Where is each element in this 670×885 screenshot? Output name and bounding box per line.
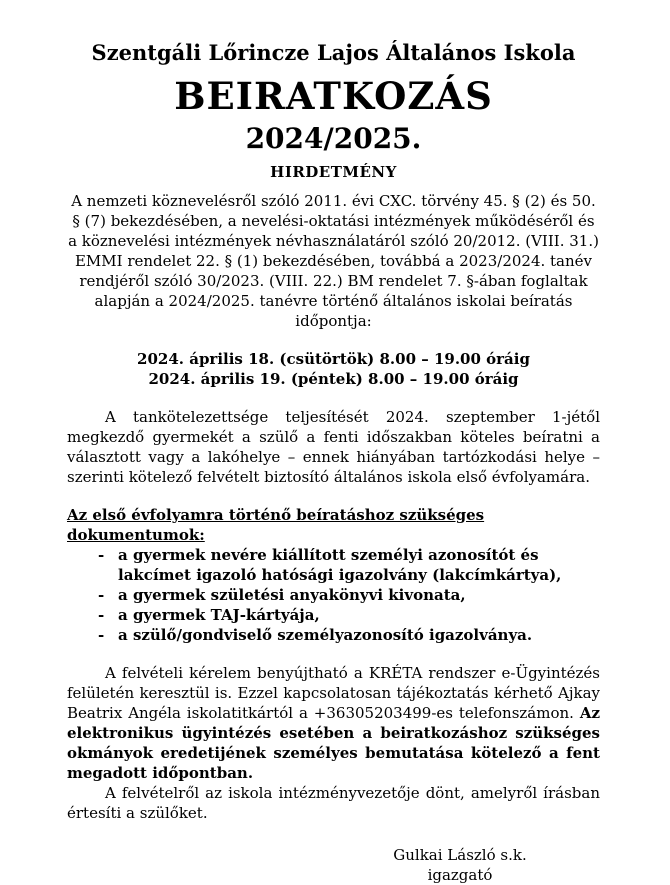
documents-heading: Az első évfolyamra történő beíratáshoz szükséges dokumentumok:: [67, 506, 485, 544]
document-list-item-text: a szülő/gondviselő személyazonosító igazolványa.: [118, 626, 533, 644]
kreta-paragraph-bold-text: Az elektronikus ügyintézés esetében a beiratkozáshoz szükséges okmányok eredetijének személyes bemutatása kötelező a fent megadott időpontban.: [67, 704, 600, 782]
dash-bullet: -: [98, 546, 105, 564]
document-list-item-text: a gyermek nevére kiállított személyi azonosítót és lakcímet igazoló hatósági igazolvány (lakcímkártya),: [118, 546, 562, 584]
document-list-item-text: a gyermek TAJ-kártyája,: [118, 606, 320, 624]
enrollment-dates-block: [67, 349, 600, 389]
legal-intro-paragraph: A nemzeti köznevelésről szóló 2011. évi CXC. törvény 45. § (2) és 50. § (7) bekezdésében, a nevelési-oktatási intézmények működéséről és a köznevelési intézmények névhasználatáról szóló 20/2012. (VIII. 31.) EMMI rendelet 22. § (1) bekezdésében, továbbá a 2023/2024. tanév rendjéről szóló 30/2023. (VIII. 22.) BM rendelet 7. §-ában foglaltak alapján a 2024/2025. tanévre történő általános iskolai beíratás időpontja:: [68, 192, 599, 330]
document-list-item-text: a gyermek születési anyakönyvi kivonata,: [118, 586, 466, 604]
kreta-paragraph-normal-text: A felvételi kérelem benyújtható a KRÉTA rendszer e-Ügyintézés felületén keresztül is. Ezzel kapcsolatosan tájékoztatás kérhető Ajkay Beatrix Angéla iskolatitkártól a +36305203499-es telefonszámon.: [67, 664, 600, 722]
signature-block: [350, 845, 570, 885]
school-year-heading: 2024/2025.: [245, 122, 422, 155]
signature-name: Gulkai László s.k.: [393, 846, 527, 864]
notice-subtitle: HIRDETMÉNY: [270, 163, 397, 181]
signature-title: igazgató: [427, 866, 493, 884]
dash-bullet: -: [98, 626, 105, 644]
documents-list: [67, 545, 600, 645]
enrollment-date-line-1: 2024. április 18. (csütörtök) 8.00 – 19.00 óráig: [137, 350, 530, 368]
document-list-item: [98, 585, 600, 605]
enrollment-date-line-2: 2024. április 19. (péntek) 8.00 – 19.00 óráig: [148, 370, 519, 388]
document-list-item: [98, 605, 600, 625]
document-list-item: [98, 625, 600, 645]
kreta-submission-paragraph: [67, 663, 600, 783]
document-list-item: [98, 545, 600, 585]
dash-bullet: -: [98, 586, 105, 604]
dash-bullet: -: [98, 606, 105, 624]
decision-paragraph: A felvételről az iskola intézményvezetője dönt, amelyről írásban értesíti a szülőket.: [67, 784, 600, 822]
main-title: BEIRATKOZÁS: [174, 74, 493, 118]
obligation-paragraph: A tankötelezettsége teljesítését 2024. szeptember 1-jétől megkezdő gyermekét a szülő a fenti időszakban köteles beíratni a választott vagy a lakóhelye – ennek hiányában tartózkodási helye – szerinti kötelező felvételt biztosító általános iskola első évfolyamára.: [67, 408, 600, 486]
school-name-heading: Szentgáli Lőrincze Lajos Általános Iskola: [91, 40, 576, 65]
